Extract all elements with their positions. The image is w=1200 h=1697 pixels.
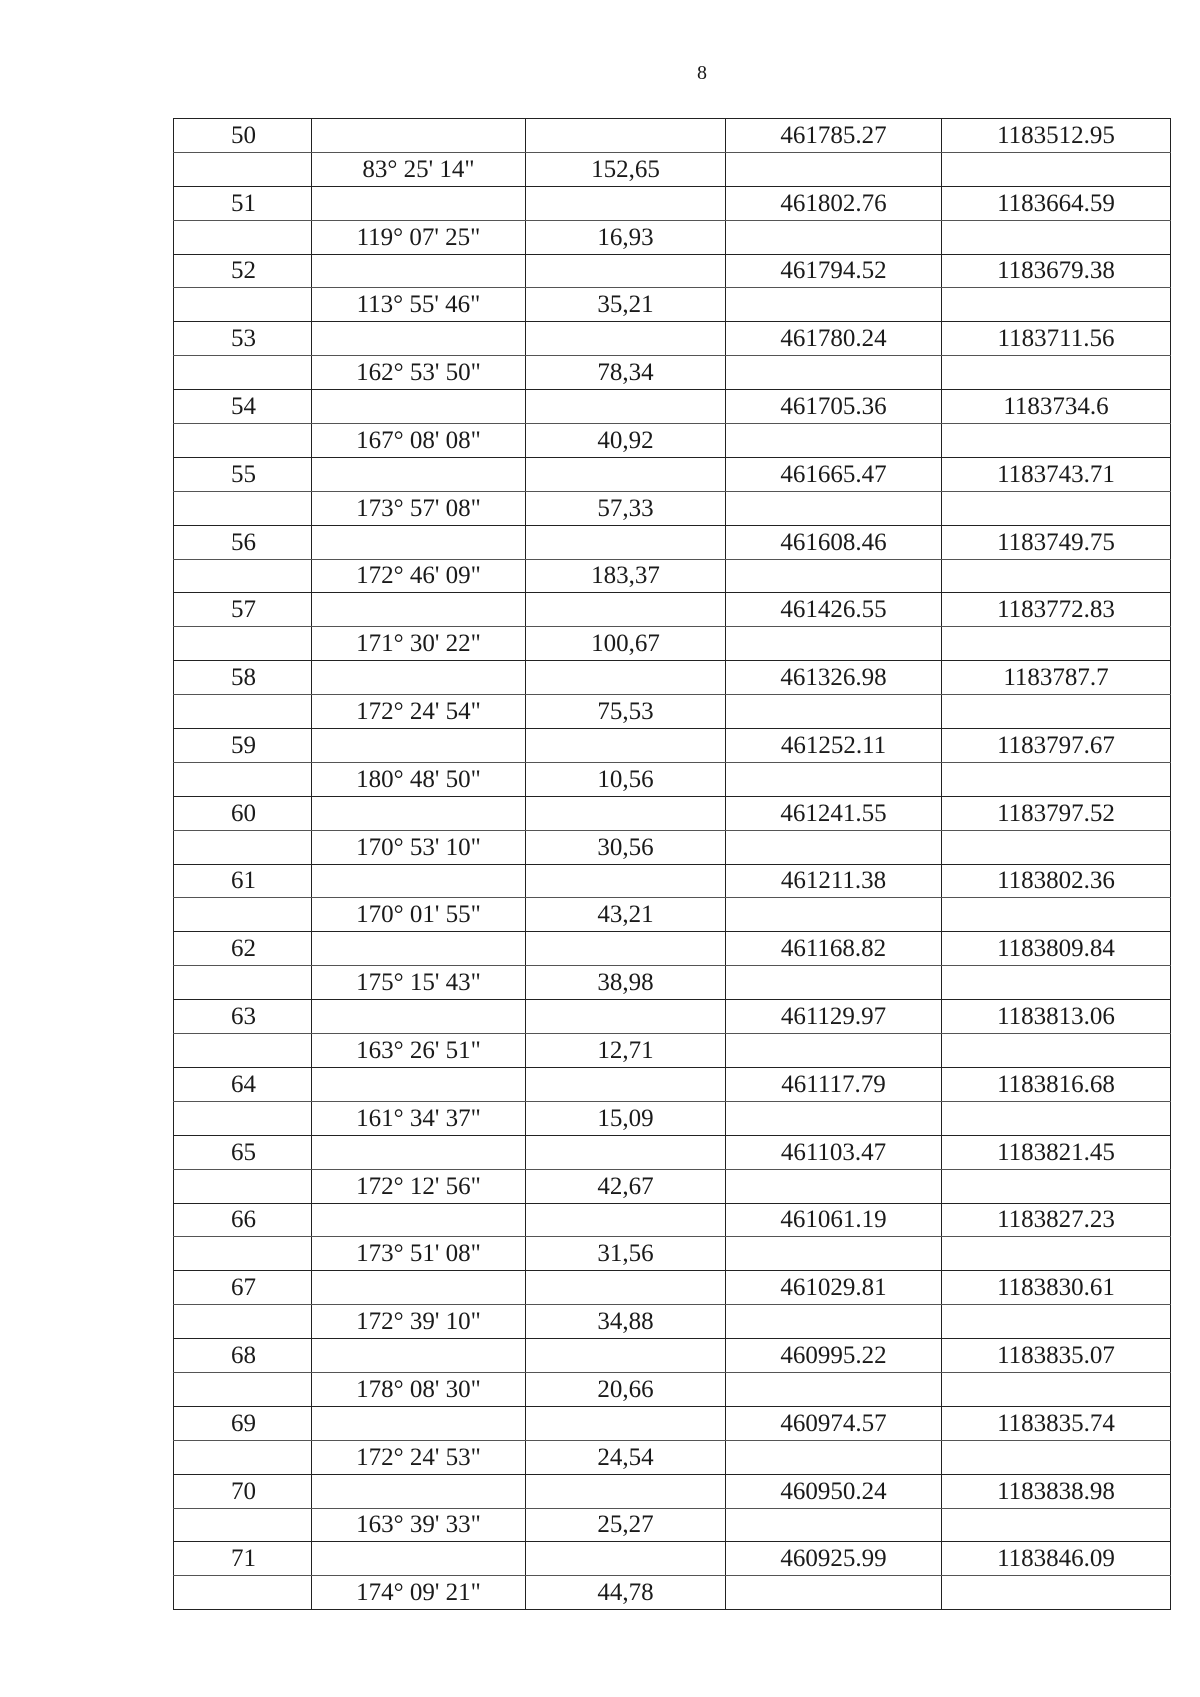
point-number-cell-empty — [174, 1101, 312, 1135]
y-coordinate-cell-empty — [942, 288, 1171, 322]
angle-cell: 161° 34' 37" — [312, 1101, 526, 1135]
distance-cell-empty — [526, 1339, 726, 1373]
distance-cell: 100,67 — [526, 627, 726, 661]
y-coordinate-cell-empty — [942, 220, 1171, 254]
point-number-cell: 62 — [174, 932, 312, 966]
angle-cell: 172° 39' 10" — [312, 1305, 526, 1339]
angle-cell: 167° 08' 08" — [312, 424, 526, 458]
angle-cell: 113° 55' 46" — [312, 288, 526, 322]
distance-cell-empty — [526, 525, 726, 559]
distance-cell: 35,21 — [526, 288, 726, 322]
y-coordinate-cell: 1183846.09 — [942, 1542, 1171, 1576]
y-coordinate-cell: 1183743.71 — [942, 457, 1171, 491]
x-coordinate-cell: 461211.38 — [726, 864, 942, 898]
distance-cell-empty — [526, 864, 726, 898]
x-coordinate-cell-empty — [726, 1372, 942, 1406]
x-coordinate-cell: 461168.82 — [726, 932, 942, 966]
y-coordinate-cell: 1183830.61 — [942, 1271, 1171, 1305]
coordinates-table-body — [174, 119, 1171, 1610]
angle-cell-empty — [312, 322, 526, 356]
angle-cell: 162° 53' 50" — [312, 356, 526, 390]
distance-cell: 38,98 — [526, 966, 726, 1000]
angle-cell-empty — [312, 457, 526, 491]
point-number-cell-empty — [174, 1305, 312, 1339]
y-coordinate-cell-empty — [942, 491, 1171, 525]
point-row — [174, 661, 1171, 695]
angle-cell-empty — [312, 796, 526, 830]
point-row — [174, 1000, 1171, 1034]
x-coordinate-cell: 461061.19 — [726, 1203, 942, 1237]
point-row — [174, 796, 1171, 830]
point-number-cell-empty — [174, 559, 312, 593]
y-coordinate-cell: 1183797.52 — [942, 796, 1171, 830]
distance-cell: 30,56 — [526, 830, 726, 864]
distance-cell-empty — [526, 661, 726, 695]
point-number-cell-empty — [174, 1440, 312, 1474]
x-coordinate-cell: 461785.27 — [726, 119, 942, 153]
distance-cell: 78,34 — [526, 356, 726, 390]
point-number-cell: 65 — [174, 1135, 312, 1169]
angle-cell-empty — [312, 1542, 526, 1576]
x-coordinate-cell-empty — [726, 1576, 942, 1610]
point-number-cell: 57 — [174, 593, 312, 627]
angle-cell: 119° 07' 25" — [312, 220, 526, 254]
y-coordinate-cell-empty — [942, 1508, 1171, 1542]
angle-cell-empty — [312, 1474, 526, 1508]
angle-cell: 172° 46' 09" — [312, 559, 526, 593]
angle-cell-empty — [312, 119, 526, 153]
point-row — [174, 932, 1171, 966]
segment-row — [174, 627, 1171, 661]
x-coordinate-cell: 461326.98 — [726, 661, 942, 695]
y-coordinate-cell: 1183816.68 — [942, 1067, 1171, 1101]
x-coordinate-cell-empty — [726, 424, 942, 458]
y-coordinate-cell: 1183821.45 — [942, 1135, 1171, 1169]
angle-cell: 175° 15' 43" — [312, 966, 526, 1000]
y-coordinate-cell: 1183827.23 — [942, 1203, 1171, 1237]
angle-cell: 163° 39' 33" — [312, 1508, 526, 1542]
point-number-cell-empty — [174, 152, 312, 186]
point-number-cell: 52 — [174, 254, 312, 288]
segment-row — [174, 1440, 1171, 1474]
y-coordinate-cell: 1183711.56 — [942, 322, 1171, 356]
distance-cell: 42,67 — [526, 1169, 726, 1203]
angle-cell-empty — [312, 525, 526, 559]
segment-row — [174, 762, 1171, 796]
page-number: 8 — [697, 62, 707, 84]
distance-cell-empty — [526, 1203, 726, 1237]
y-coordinate-cell-empty — [942, 1169, 1171, 1203]
distance-cell-empty — [526, 1135, 726, 1169]
angle-cell-empty — [312, 1339, 526, 1373]
point-row — [174, 593, 1171, 627]
y-coordinate-cell-empty — [942, 1034, 1171, 1068]
y-coordinate-cell-empty — [942, 152, 1171, 186]
x-coordinate-cell-empty — [726, 627, 942, 661]
x-coordinate-cell-empty — [726, 1237, 942, 1271]
distance-cell-empty — [526, 1067, 726, 1101]
x-coordinate-cell-empty — [726, 491, 942, 525]
point-row — [174, 390, 1171, 424]
y-coordinate-cell: 1183813.06 — [942, 1000, 1171, 1034]
segment-row — [174, 898, 1171, 932]
point-row — [174, 186, 1171, 220]
y-coordinate-cell-empty — [942, 898, 1171, 932]
angle-cell: 170° 01' 55" — [312, 898, 526, 932]
angle-cell-empty — [312, 390, 526, 424]
y-coordinate-cell: 1183802.36 — [942, 864, 1171, 898]
point-number-cell-empty — [174, 898, 312, 932]
distance-cell: 44,78 — [526, 1576, 726, 1610]
point-row — [174, 1339, 1171, 1373]
angle-cell-empty — [312, 729, 526, 763]
x-coordinate-cell: 460974.57 — [726, 1406, 942, 1440]
point-number-cell-empty — [174, 627, 312, 661]
angle-cell-empty — [312, 864, 526, 898]
y-coordinate-cell-empty — [942, 1305, 1171, 1339]
point-number-cell: 54 — [174, 390, 312, 424]
x-coordinate-cell-empty — [726, 356, 942, 390]
angle-cell: 174° 09' 21" — [312, 1576, 526, 1610]
x-coordinate-cell-empty — [726, 695, 942, 729]
angle-cell: 171° 30' 22" — [312, 627, 526, 661]
x-coordinate-cell-empty — [726, 1508, 942, 1542]
x-coordinate-cell: 461117.79 — [726, 1067, 942, 1101]
x-coordinate-cell: 461608.46 — [726, 525, 942, 559]
point-number-cell: 63 — [174, 1000, 312, 1034]
distance-cell: 43,21 — [526, 898, 726, 932]
distance-cell-empty — [526, 1542, 726, 1576]
y-coordinate-cell: 1183838.98 — [942, 1474, 1171, 1508]
x-coordinate-cell: 460995.22 — [726, 1339, 942, 1373]
distance-cell: 40,92 — [526, 424, 726, 458]
segment-row — [174, 1372, 1171, 1406]
y-coordinate-cell-empty — [942, 356, 1171, 390]
angle-cell-empty — [312, 254, 526, 288]
segment-row — [174, 424, 1171, 458]
point-number-cell-empty — [174, 491, 312, 525]
segment-row — [174, 1101, 1171, 1135]
point-number-cell: 70 — [174, 1474, 312, 1508]
y-coordinate-cell: 1183734.6 — [942, 390, 1171, 424]
point-number-cell-empty — [174, 1508, 312, 1542]
x-coordinate-cell: 461705.36 — [726, 390, 942, 424]
y-coordinate-cell: 1183664.59 — [942, 186, 1171, 220]
point-number-cell: 68 — [174, 1339, 312, 1373]
point-number-cell-empty — [174, 1576, 312, 1610]
y-coordinate-cell-empty — [942, 424, 1171, 458]
distance-cell-empty — [526, 457, 726, 491]
y-coordinate-cell: 1183835.07 — [942, 1339, 1171, 1373]
x-coordinate-cell: 461665.47 — [726, 457, 942, 491]
point-number-cell: 71 — [174, 1542, 312, 1576]
distance-cell-empty — [526, 796, 726, 830]
angle-cell: 172° 12' 56" — [312, 1169, 526, 1203]
y-coordinate-cell: 1183809.84 — [942, 932, 1171, 966]
segment-row — [174, 1034, 1171, 1068]
x-coordinate-cell-empty — [726, 559, 942, 593]
distance-cell-empty — [526, 1474, 726, 1508]
angle-cell: 173° 51' 08" — [312, 1237, 526, 1271]
point-row — [174, 119, 1171, 153]
point-number-cell: 67 — [174, 1271, 312, 1305]
angle-cell: 83° 25' 14" — [312, 152, 526, 186]
point-row — [174, 1406, 1171, 1440]
point-number-cell-empty — [174, 966, 312, 1000]
point-row — [174, 254, 1171, 288]
point-row — [174, 1135, 1171, 1169]
point-number-cell-empty — [174, 1169, 312, 1203]
segment-row — [174, 152, 1171, 186]
point-number-cell-empty — [174, 762, 312, 796]
distance-cell-empty — [526, 593, 726, 627]
x-coordinate-cell-empty — [726, 152, 942, 186]
segment-row — [174, 1576, 1171, 1610]
y-coordinate-cell-empty — [942, 1576, 1171, 1610]
segment-row — [174, 220, 1171, 254]
distance-cell: 183,37 — [526, 559, 726, 593]
x-coordinate-cell-empty — [726, 1169, 942, 1203]
distance-cell-empty — [526, 119, 726, 153]
x-coordinate-cell: 460950.24 — [726, 1474, 942, 1508]
point-number-cell: 60 — [174, 796, 312, 830]
point-row — [174, 1474, 1171, 1508]
y-coordinate-cell-empty — [942, 627, 1171, 661]
point-number-cell-empty — [174, 830, 312, 864]
segment-row — [174, 830, 1171, 864]
angle-cell-empty — [312, 1067, 526, 1101]
segment-row — [174, 356, 1171, 390]
point-number-cell: 61 — [174, 864, 312, 898]
point-number-cell: 56 — [174, 525, 312, 559]
point-number-cell-empty — [174, 695, 312, 729]
point-number-cell: 51 — [174, 186, 312, 220]
point-number-cell-empty — [174, 424, 312, 458]
point-number-cell: 59 — [174, 729, 312, 763]
point-number-cell-empty — [174, 1237, 312, 1271]
x-coordinate-cell-empty — [726, 288, 942, 322]
distance-cell: 34,88 — [526, 1305, 726, 1339]
point-row — [174, 864, 1171, 898]
distance-cell: 75,53 — [526, 695, 726, 729]
point-row — [174, 1203, 1171, 1237]
segment-row — [174, 1169, 1171, 1203]
segment-row — [174, 695, 1171, 729]
angle-cell-empty — [312, 932, 526, 966]
segment-row — [174, 1237, 1171, 1271]
y-coordinate-cell: 1183835.74 — [942, 1406, 1171, 1440]
angle-cell: 180° 48' 50" — [312, 762, 526, 796]
point-number-cell-empty — [174, 220, 312, 254]
angle-cell: 170° 53' 10" — [312, 830, 526, 864]
segment-row — [174, 966, 1171, 1000]
angle-cell-empty — [312, 593, 526, 627]
coordinates-table — [173, 118, 1171, 1610]
x-coordinate-cell-empty — [726, 1034, 942, 1068]
x-coordinate-cell-empty — [726, 220, 942, 254]
point-number-cell: 50 — [174, 119, 312, 153]
angle-cell: 173° 57' 08" — [312, 491, 526, 525]
y-coordinate-cell-empty — [942, 1440, 1171, 1474]
point-number-cell: 69 — [174, 1406, 312, 1440]
point-row — [174, 1542, 1171, 1576]
y-coordinate-cell-empty — [942, 559, 1171, 593]
distance-cell: 10,56 — [526, 762, 726, 796]
distance-cell-empty — [526, 390, 726, 424]
distance-cell: 16,93 — [526, 220, 726, 254]
angle-cell-empty — [312, 186, 526, 220]
distance-cell: 152,65 — [526, 152, 726, 186]
x-coordinate-cell: 461241.55 — [726, 796, 942, 830]
distance-cell-empty — [526, 186, 726, 220]
point-row — [174, 457, 1171, 491]
x-coordinate-cell: 461426.55 — [726, 593, 942, 627]
x-coordinate-cell-empty — [726, 762, 942, 796]
x-coordinate-cell-empty — [726, 966, 942, 1000]
x-coordinate-cell-empty — [726, 1101, 942, 1135]
angle-cell: 178° 08' 30" — [312, 1372, 526, 1406]
point-number-cell: 55 — [174, 457, 312, 491]
segment-row — [174, 491, 1171, 525]
distance-cell: 31,56 — [526, 1237, 726, 1271]
angle-cell: 163° 26' 51" — [312, 1034, 526, 1068]
point-number-cell-empty — [174, 288, 312, 322]
distance-cell-empty — [526, 1406, 726, 1440]
point-number-cell-empty — [174, 1372, 312, 1406]
segment-row — [174, 288, 1171, 322]
point-number-cell: 66 — [174, 1203, 312, 1237]
point-number-cell: 58 — [174, 661, 312, 695]
point-row — [174, 322, 1171, 356]
x-coordinate-cell-empty — [726, 898, 942, 932]
x-coordinate-cell: 461780.24 — [726, 322, 942, 356]
distance-cell: 57,33 — [526, 491, 726, 525]
x-coordinate-cell: 461802.76 — [726, 186, 942, 220]
point-number-cell: 64 — [174, 1067, 312, 1101]
y-coordinate-cell-empty — [942, 1101, 1171, 1135]
angle-cell-empty — [312, 1203, 526, 1237]
distance-cell-empty — [526, 932, 726, 966]
x-coordinate-cell-empty — [726, 1305, 942, 1339]
point-number-cell: 53 — [174, 322, 312, 356]
angle-cell-empty — [312, 661, 526, 695]
x-coordinate-cell: 461252.11 — [726, 729, 942, 763]
angle-cell: 172° 24' 53" — [312, 1440, 526, 1474]
angle-cell: 172° 24' 54" — [312, 695, 526, 729]
distance-cell-empty — [526, 254, 726, 288]
angle-cell-empty — [312, 1406, 526, 1440]
y-coordinate-cell: 1183512.95 — [942, 119, 1171, 153]
point-number-cell-empty — [174, 1034, 312, 1068]
x-coordinate-cell-empty — [726, 830, 942, 864]
y-coordinate-cell-empty — [942, 695, 1171, 729]
point-row — [174, 729, 1171, 763]
point-row — [174, 1271, 1171, 1305]
segment-row — [174, 1305, 1171, 1339]
y-coordinate-cell: 1183679.38 — [942, 254, 1171, 288]
angle-cell-empty — [312, 1271, 526, 1305]
distance-cell: 12,71 — [526, 1034, 726, 1068]
y-coordinate-cell-empty — [942, 966, 1171, 1000]
angle-cell-empty — [312, 1000, 526, 1034]
x-coordinate-cell: 461103.47 — [726, 1135, 942, 1169]
y-coordinate-cell-empty — [942, 1372, 1171, 1406]
point-row — [174, 525, 1171, 559]
distance-cell: 24,54 — [526, 1440, 726, 1474]
distance-cell-empty — [526, 1271, 726, 1305]
x-coordinate-cell: 461794.52 — [726, 254, 942, 288]
point-row — [174, 1067, 1171, 1101]
distance-cell: 15,09 — [526, 1101, 726, 1135]
x-coordinate-cell: 461129.97 — [726, 1000, 942, 1034]
segment-row — [174, 1508, 1171, 1542]
distance-cell-empty — [526, 322, 726, 356]
y-coordinate-cell: 1183797.67 — [942, 729, 1171, 763]
y-coordinate-cell: 1183787.7 — [942, 661, 1171, 695]
distance-cell: 25,27 — [526, 1508, 726, 1542]
y-coordinate-cell-empty — [942, 1237, 1171, 1271]
angle-cell-empty — [312, 1135, 526, 1169]
distance-cell: 20,66 — [526, 1372, 726, 1406]
segment-row — [174, 559, 1171, 593]
x-coordinate-cell: 460925.99 — [726, 1542, 942, 1576]
y-coordinate-cell: 1183772.83 — [942, 593, 1171, 627]
y-coordinate-cell-empty — [942, 830, 1171, 864]
point-number-cell-empty — [174, 356, 312, 390]
y-coordinate-cell-empty — [942, 762, 1171, 796]
distance-cell-empty — [526, 729, 726, 763]
distance-cell-empty — [526, 1000, 726, 1034]
y-coordinate-cell: 1183749.75 — [942, 525, 1171, 559]
x-coordinate-cell-empty — [726, 1440, 942, 1474]
x-coordinate-cell: 461029.81 — [726, 1271, 942, 1305]
